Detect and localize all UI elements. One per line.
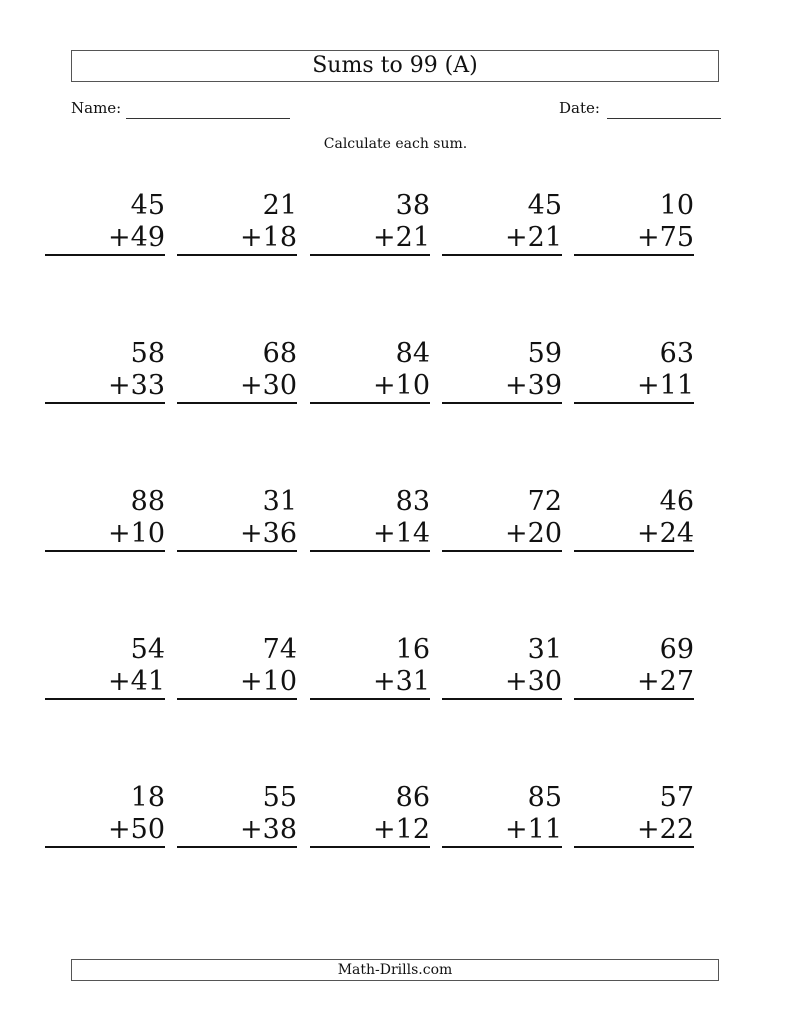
addition-problem [177,782,297,848]
addend-top: 54 [130,634,165,665]
addend-bottom: +22 [574,814,694,848]
addend-top: 63 [659,338,694,369]
addend-bottom: +31 [310,666,430,700]
addition-problem [442,190,562,256]
addend-bottom: +12 [310,814,430,848]
addend-top: 72 [527,486,562,517]
addition-problem [310,338,430,404]
addend-top: 16 [395,634,430,665]
instructions: Calculate each sum. [323,136,468,152]
addend-bottom: +21 [310,222,430,256]
addition-problem [45,634,165,700]
addition-problem [442,782,562,848]
addend-top: 31 [262,486,297,517]
addend-bottom: +30 [442,666,562,700]
addend-bottom: +39 [442,370,562,404]
addend-bottom: +24 [574,518,694,552]
addition-problem [310,486,430,552]
worksheet-title: Sums to 99 (A) [71,50,719,82]
addend-top: 46 [659,486,694,517]
addend-top: 57 [659,782,694,813]
addition-problem [45,782,165,848]
addition-problem [177,486,297,552]
date-blank-line [607,118,721,119]
addend-bottom: +21 [442,222,562,256]
addend-top: 59 [527,338,562,369]
addend-top: 86 [395,782,430,813]
addend-bottom: +10 [45,518,165,552]
addend-top: 31 [527,634,562,665]
addend-top: 68 [262,338,297,369]
addition-problem [177,338,297,404]
addend-bottom: +36 [177,518,297,552]
addend-bottom: +14 [310,518,430,552]
addition-problem [177,634,297,700]
addition-problem [574,634,694,700]
addend-bottom: +33 [45,370,165,404]
addition-problem [45,486,165,552]
addition-problem [574,486,694,552]
addition-problem [442,486,562,552]
addend-top: 18 [130,782,165,813]
name-label: Name: [71,99,122,117]
addend-top: 45 [527,190,562,221]
addend-top: 69 [659,634,694,665]
addend-top: 58 [130,338,165,369]
addend-bottom: +41 [45,666,165,700]
addition-problem [442,634,562,700]
addition-problem [45,338,165,404]
addend-bottom: +10 [310,370,430,404]
addend-bottom: +27 [574,666,694,700]
addend-top: 83 [395,486,430,517]
addend-bottom: +49 [45,222,165,256]
addition-problem [310,782,430,848]
addend-top: 45 [130,190,165,221]
addend-top: 85 [527,782,562,813]
addend-top: 10 [659,190,694,221]
addend-top: 74 [262,634,297,665]
addend-top: 38 [395,190,430,221]
addition-problem [574,190,694,256]
addition-problem [310,634,430,700]
addition-problem [45,190,165,256]
name-blank-line [126,118,290,119]
addition-problem [574,338,694,404]
addition-problem [177,190,297,256]
addition-problem [442,338,562,404]
addend-top: 84 [395,338,430,369]
addend-bottom: +11 [442,814,562,848]
footer: Math-Drills.com [71,959,719,981]
addend-bottom: +75 [574,222,694,256]
addend-bottom: +50 [45,814,165,848]
date-label: Date: [559,99,600,117]
addend-bottom: +18 [177,222,297,256]
addend-bottom: +11 [574,370,694,404]
addend-top: 88 [130,486,165,517]
addend-bottom: +30 [177,370,297,404]
addend-top: 55 [262,782,297,813]
addend-bottom: +10 [177,666,297,700]
addend-bottom: +38 [177,814,297,848]
addend-bottom: +20 [442,518,562,552]
addition-problem [574,782,694,848]
addend-top: 21 [262,190,297,221]
addition-problem [310,190,430,256]
